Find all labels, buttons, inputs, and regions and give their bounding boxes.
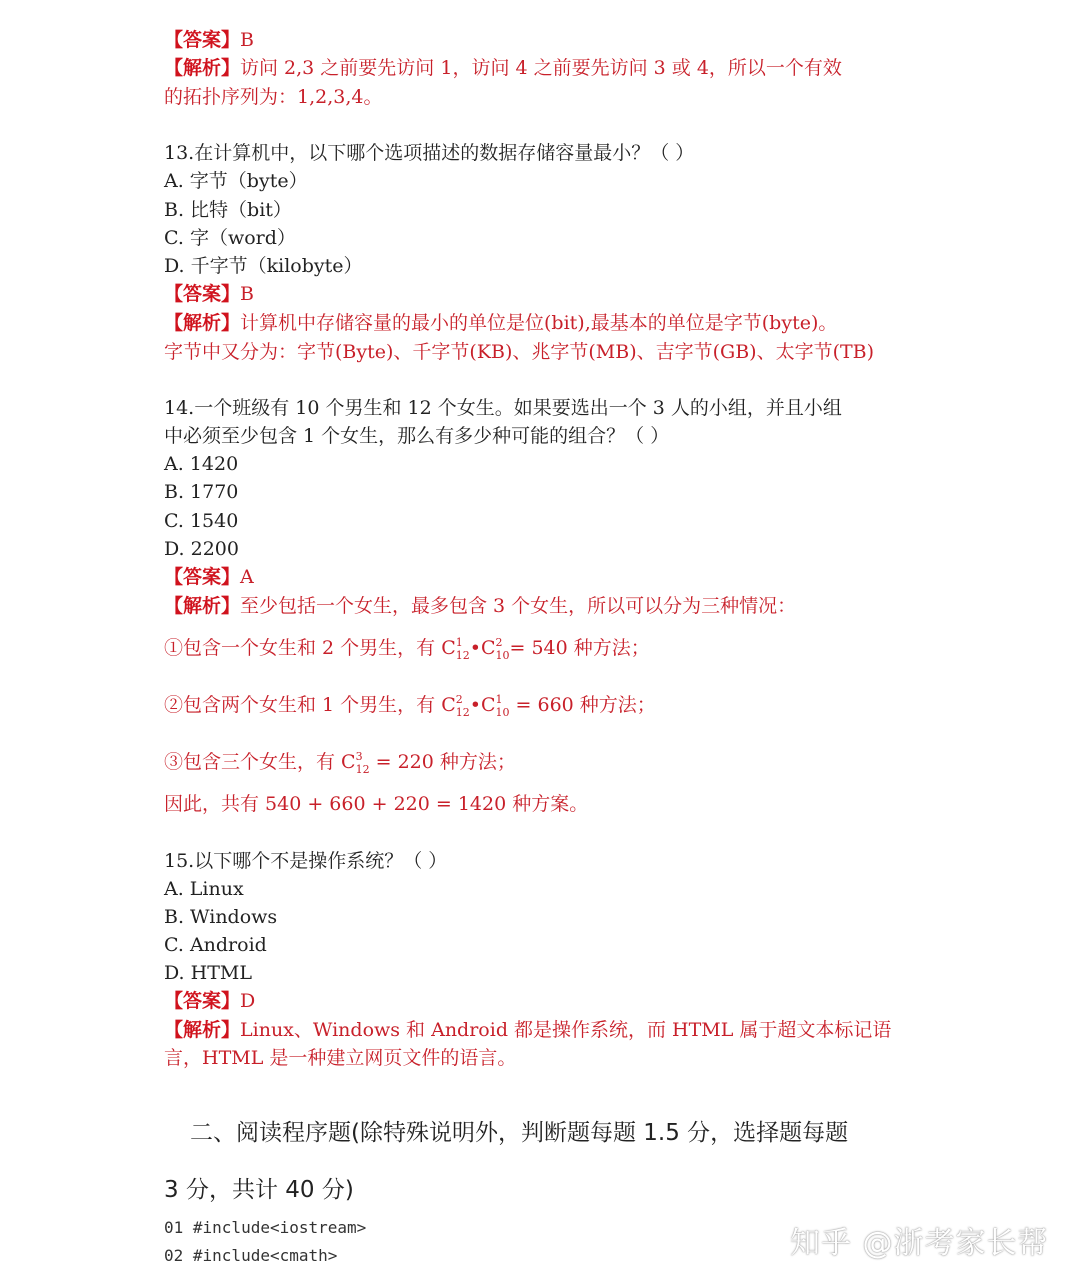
q14-option-d: D. 2200 <box>164 538 239 560</box>
analysis-label: 【解析】 <box>164 1019 241 1041</box>
q13-option-a: A. 字节（byte） <box>164 170 308 192</box>
q15-option-c: C. Android <box>164 934 267 956</box>
combination-index: 1 10 <box>495 693 510 719</box>
combination-index: 2 12 <box>455 693 470 719</box>
q13-answer <box>164 280 254 308</box>
q15-analysis: 【解析】Linux、Windows 和 Android 都是操作系统，而 HTML 属于超文本标记语 <box>164 1019 892 1041</box>
answer-label: 【答案】 <box>164 566 241 588</box>
q14-analysis: 【解析】至少包括一个女生，最多包含 3 个女生，所以可以分为三种情况： <box>164 595 797 617</box>
answer-value: A <box>240 566 254 588</box>
q14-case-3: ③包含三个女生，有 C 3 12 = 220 种方法； <box>164 750 516 776</box>
answer-value: B <box>240 29 254 51</box>
combination-index: 1 12 <box>455 636 470 662</box>
q15-option-d: D. HTML <box>164 962 252 984</box>
analysis-label: 【解析】 <box>164 312 241 334</box>
watermark: 知乎 @浙考家长帮 <box>790 1226 1049 1261</box>
q13-option-c: C. 字（word） <box>164 227 296 249</box>
q15-analysis-cont: 言，HTML 是一种建立网页文件的语言。 <box>164 1047 517 1069</box>
analysis-label: 【解析】 <box>164 595 241 617</box>
q14-answer <box>164 563 254 591</box>
q14-question: 14.一个班级有 10 个男生和 12 个女生。如果要选出一个 3 人的小组，并且小组 <box>164 397 842 419</box>
section-heading: 二、阅读程序题(除特殊说明外，判断题每题 1.5 分，选择题每题 <box>190 1120 849 1146</box>
q13-analysis-cont: 字节中又分为：字节(Byte)、千字节(KB)、兆字节(MB)、吉字节(GB)、太字节(TB) <box>164 341 875 363</box>
code-line-1: 01 #include<iostream> <box>164 1218 367 1237</box>
q14-question-cont: 中必须至少包含 1 个女生，那么有多少种可能的组合？（ ） <box>164 425 670 447</box>
q12-analysis-cont: 的拓扑序列为：1,2,3,4。 <box>164 86 383 108</box>
q14-conclusion: 因此，共有 540 + 660 + 220 = 1420 种方案。 <box>164 793 589 815</box>
combination-index: 3 12 <box>355 750 370 776</box>
q15-option-a: A. Linux <box>164 878 244 900</box>
q13-option-b: B. 比特（bit） <box>164 199 292 221</box>
combination-index: 2 10 <box>495 636 510 662</box>
q13-option-d: D. 千字节（kilobyte） <box>164 255 363 277</box>
section-heading-cont: 3 分，共计 40 分) <box>164 1177 354 1203</box>
q15-answer <box>164 987 255 1015</box>
q12-analysis: 【解析】访问 2,3 之前要先访问 1，访问 4 之前要先访问 3 或 4，所以一个有效 <box>164 57 842 79</box>
q15-question: 15.以下哪个不是操作系统？（ ） <box>164 850 448 872</box>
code-line-2: 02 #include<cmath> <box>164 1246 338 1265</box>
q14-option-a: A. 1420 <box>164 453 239 475</box>
answer-value: D <box>240 990 256 1012</box>
q13-question: 13.在计算机中，以下哪个选项描述的数据存储容量最小？（ ） <box>164 142 695 164</box>
q15-option-b: B. Windows <box>164 906 278 928</box>
analysis-label: 【解析】 <box>164 57 241 79</box>
q14-case-1: ①包含一个女生和 2 个男生，有 C 1 12 •C 2 10 = 540 种方法； <box>164 636 650 662</box>
q13-analysis: 【解析】计算机中存储容量的最小的单位是位(bit),最基本的单位是字节(byte)。 <box>164 312 838 334</box>
answer-label: 【答案】 <box>164 990 241 1012</box>
answer-label: 【答案】 <box>164 283 241 305</box>
q12-answer <box>164 26 254 54</box>
answer-label: 【答案】 <box>164 29 241 51</box>
answer-value: B <box>240 283 254 305</box>
q14-option-b: B. 1770 <box>164 481 239 503</box>
q14-option-c: C. 1540 <box>164 510 239 532</box>
q14-case-2: ②包含两个女生和 1 个男生，有 C 2 12 •C 1 10 = 660 种方法； <box>164 693 656 719</box>
